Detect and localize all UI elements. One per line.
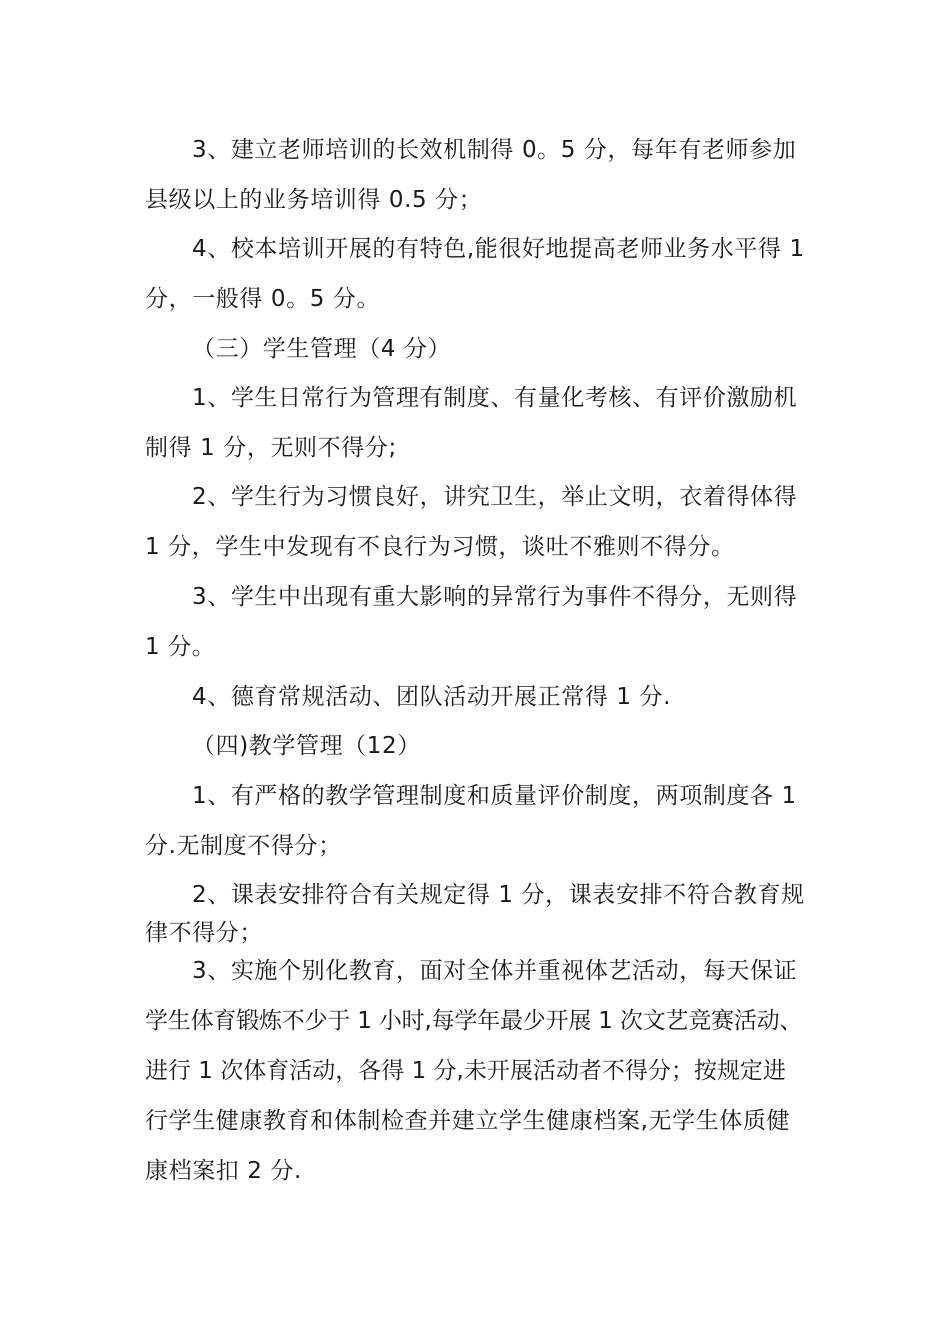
text-line: 2、学生行为习惯良好，讲究卫生，举止文明，衣着得体得 — [192, 484, 798, 510]
text-line: 学生体育锻炼不少于 1 小时,每学年最少开展 1 次文艺竞赛活动、 — [145, 1008, 803, 1034]
text-line: 康档案扣 2 分. — [145, 1158, 302, 1184]
text-line: 2、课表安排符合有关规定得 1 分，课表安排不符合教育规 — [192, 882, 805, 908]
text-line: 进行 1 次体育活动，各得 1 分,未开展活动者不得分；按规定进 — [145, 1058, 786, 1084]
text-line: 4、德育常规活动、团队活动开展正常得 1 分. — [192, 684, 671, 710]
text-line: 1 分。 — [145, 634, 216, 660]
text-line: 1、学生日常行为管理有制度、有量化考核、有评价激励机 — [192, 385, 798, 411]
text-line: 律不得分； — [145, 920, 263, 946]
text-line: 县级以上的业务培训得 0.5 分； — [145, 187, 483, 213]
section-heading: （四)教学管理（12） — [192, 733, 421, 759]
text-line: 3、学生中出现有重大影响的异常行为事件不得分，无则得 — [192, 584, 798, 610]
text-line: 3、建立老师培训的长效机制得 0。5 分，每年有老师参加 — [192, 137, 797, 163]
text-line: 分，一般得 0。5 分。 — [145, 286, 381, 312]
text-line: 4、校本培训开展的有特色,能很好地提高老师业务水平得 1 — [192, 236, 805, 262]
text-line: 1、有严格的教学管理制度和质量评价制度，两项制度各 1 — [192, 783, 797, 809]
text-line: 3、实施个别化教育，面对全体并重视体艺活动，每天保证 — [192, 958, 798, 984]
text-line: 分.无制度不得分； — [145, 833, 342, 859]
text-line: 制得 1 分，无则不得分; — [145, 435, 397, 461]
text-line: 1 分，学生中发现有不良行为习惯，谈吐不雅则不得分。 — [145, 534, 735, 560]
section-heading: （三）学生管理（4 分） — [192, 336, 452, 362]
text-line: 行学生健康教育和体制检查并建立学生健康档案,无学生体质健 — [145, 1108, 791, 1134]
